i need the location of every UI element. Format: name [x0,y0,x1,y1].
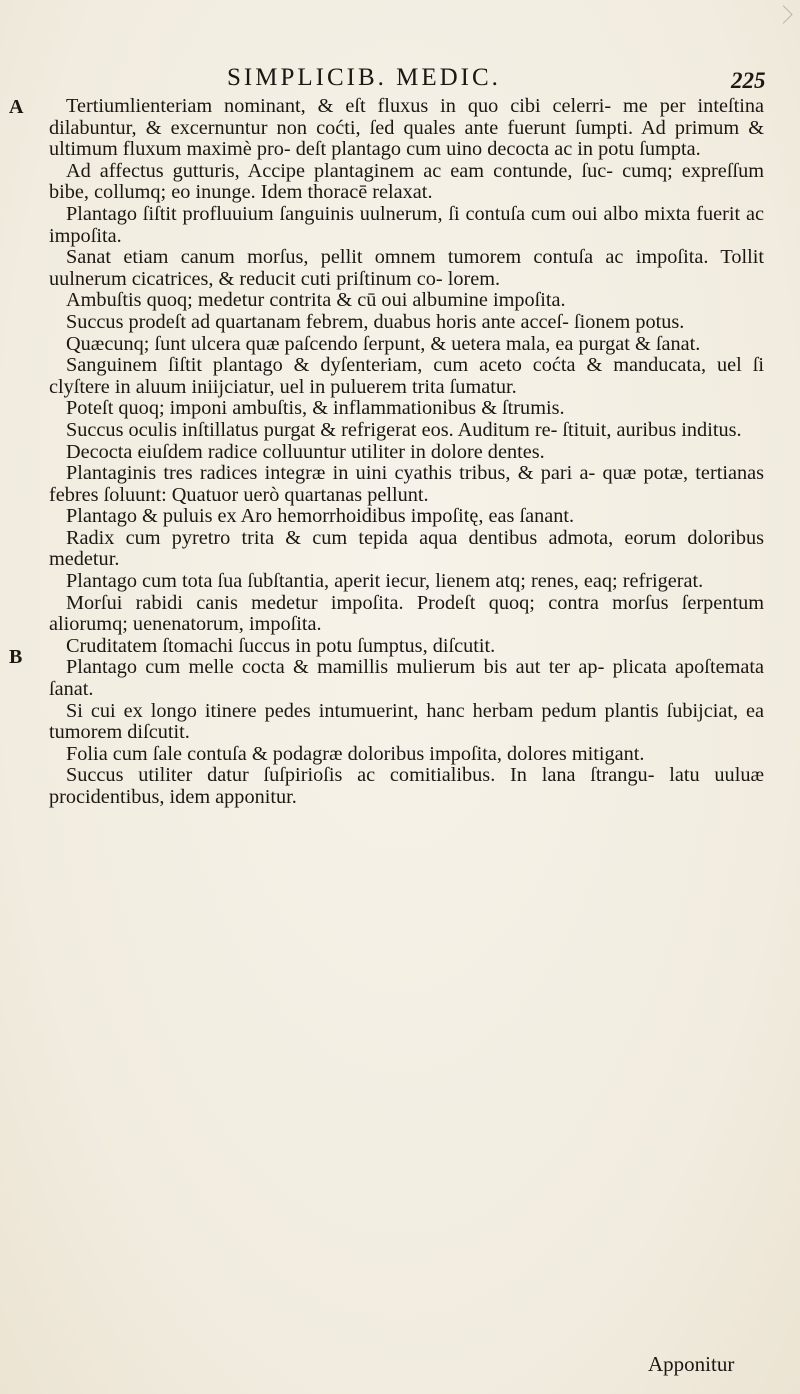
paragraph: Plantago cum tota ſua ſubſtantia, aperit iecur, lienem atq; renes, eaq; refrigerat. [66,570,704,593]
paragraph: Plantago & puluis ex Aro hemorrhoidibus impoſitę, eas ſanant. [66,505,575,528]
paragraph: Cruditatem ſtomachi ſuccus in potu ſumptus, diſcutit. [66,634,496,657]
paragraph: Succus oculis inſtillatus purgat & refrigerat eos. Auditum re- ſtituit, auribus inditus. [66,418,742,441]
paragraph: Decocta eiuſdem radice colluuntur utiliter in dolore dentes. [66,440,545,463]
page-corner-mark [774,5,792,23]
body-text [49,96,764,809]
paragraph: Plantago cum melle cocta & mamillis mulierum bis aut ter ap- plicata apoſtemata ſanat. [49,656,764,701]
paragraph: Morſui rabidi canis medetur impoſita. Prodeſt quoq; contra morſus ſerpentum aliorumq; uenenatorum, impoſita. [49,591,764,636]
paragraph: Ad affectus gutturis, Accipe plantaginem ac eam contunde, ſuc- cumq; expreſſum bibe, collumq; eo inunge. Idem thoracē relaxat. [49,159,764,204]
paragraph: Plantaginis tres radices integræ in uini cyathis tribus, & pari a- quæ potæ, tertianas febres ſoluunt: Quatuor uerò quartanas pellunt. [49,462,764,506]
paragraph: Succus utiliter datur ſuſpirioſis ac comitialibus. In lana ſtrangu- latu uuluæ procidentibus, idem apponitur. [49,764,764,808]
paragraph: Sanguinem ſiſtit plantago & dyſenteriam, cum aceto coćta & manducata, uel ſi clyſtere in aluum iniĳciatur, uel in puluerem trita ſumatur. [49,354,764,398]
paragraph: Radix cum pyretro trita & cum tepida aqua dentibus admota, eorum doloribus medetur. [49,526,764,571]
paragraph: Quæcunq; ſunt ulcera quæ paſcendo ſerpunt, & uetera mala, ea purgat & ſanat. [66,332,701,355]
running-title: SIMPLICIB. MEDIC. [227,64,501,91]
page-number: 225 [731,68,766,93]
paragraph: Tertiumlienteriam nominant, & eſt fluxus in quo cibi celerri- me per inteſtina dilabuntur, & excernuntur non coćti, ſed quales ante fuerunt ſumpti. Ad primum & ultimum fluxum maximè pro- deſt plantago cum uino decocta ac in potu ſumpta. [49,95,764,161]
paragraph: Ambuſtis quoq; medetur contrita & cū oui albumine impoſita. [66,289,566,312]
margin-letter-a: A [9,96,24,118]
running-head [0,64,800,94]
paragraph: Si cui ex longo itinere pedes intumuerint, hanc herbam pedum plantis ſubĳciat, ea tumorem diſcutit. [49,699,764,744]
margin-letter-b: B [9,646,23,668]
paragraph: Sanat etiam canum morſus, pellit omnem tumorem contuſa ac impoſita. Tollit uulnerum cicatrices, & reducit cuti priſtinum co- lorem. [49,246,764,290]
paragraph: Folia cum ſale contuſa & podagræ doloribus impoſita, dolores mitigant. [66,742,645,765]
paragraph: Succus prodeſt ad quartanam febrem, duabus horis ante acceſ- ſionem potus. [66,310,685,333]
catchword: Apponitur [648,1352,735,1376]
paragraph: Poteſt quoq; imponi ambuſtis, & inflammationibus & ſtrumis. [66,397,565,420]
paragraph: Plantago ſiſtit profluuium ſanguinis uulnerum, ſi contuſa cum oui albo mixta fuerit ac impoſita. [49,202,764,247]
